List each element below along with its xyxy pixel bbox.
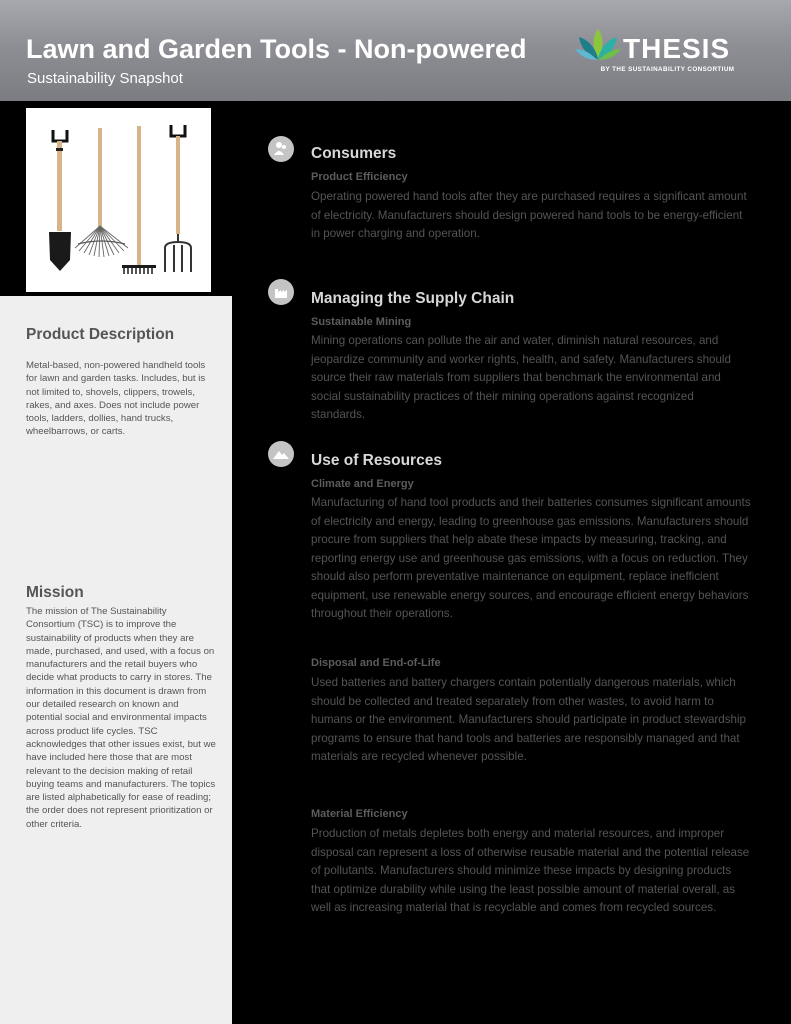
product-photo xyxy=(26,108,211,292)
product-description-heading: Product Description xyxy=(26,326,175,343)
mountain-icon xyxy=(268,441,294,467)
page-title: Lawn and Garden Tools - Non-powered xyxy=(26,34,527,64)
consumers-icon xyxy=(268,136,294,162)
factory-icon xyxy=(268,279,294,305)
sidebar-panel xyxy=(0,296,232,1024)
section-subtitle: Product Efficiency xyxy=(311,171,408,183)
lotus-logo-icon xyxy=(575,25,621,63)
mission-heading: Mission xyxy=(26,584,84,601)
section-subtitle: Sustainable Mining xyxy=(311,316,412,328)
header-banner xyxy=(0,0,791,101)
thesis-logo xyxy=(575,25,755,77)
shovel-icon xyxy=(49,130,71,271)
section-paragraph: Used batteries and battery chargers contain potentially dangerous materials, which should be collected and treated separately from other wastes, to avoid harm to humans or the environment. Manufacturers should participate in product stewardship programs to ensure that hand tools and batteries are responsibly managed and that materials are recycled whenever possible. xyxy=(311,676,746,763)
bow-rake-icon xyxy=(122,126,156,274)
page-subtitle: Sustainability Snapshot xyxy=(27,70,183,87)
section-paragraph: Manufacturing of hand tool products and their batteries consumes significant amounts of electricity and energy, leading to greenhouse gas emissions. Manufacturers should procure from suppliers that help abate these impacts by measuring, tracking, and reporting energy use and greenhouse gas emissions, with a focus on reduction. They should also perform preventative maintenance on equipment, replace inefficient equipment, use renewable energy sources, and encourage efficient energy behaviors throughout their operations. xyxy=(311,496,751,620)
product-description-text: Metal-based, non-powered handheld tools for lawn and garden tasks. Includes, but is not limited to, shovels, clippers, trowels, rakes, and axes. Does not include power tools, ladders, dollies, hand trucks, wheelbarrows, or carts. xyxy=(26,360,206,438)
section-subtitle: Material Efficiency xyxy=(311,808,408,820)
section-paragraph: Operating powered hand tools after they are purchased requires a significant amount of electricity. Manufacturers should design powered hand tools to be energy-efficient in power charging and operation. xyxy=(311,190,747,240)
section-subtitle: Climate and Energy xyxy=(311,478,414,490)
section-title: Managing the Supply Chain xyxy=(311,290,515,307)
logo-wordmark: THESIS xyxy=(623,33,731,64)
garden-tools-illustration xyxy=(26,108,211,292)
section-paragraph: Mining operations can pollute the air and water, diminish natural resources, and jeopardize community and worker rights, health, and safety. Manufacturers should source their raw materials from suppliers that benchmark the environmental and social sustainability practices of their mining operations against recognized standards. xyxy=(311,334,731,421)
section-title: Consumers xyxy=(311,145,397,162)
pitchfork-icon xyxy=(165,125,191,272)
logo-tagline: BY THE SUSTAINABILITY CONSORTIUM xyxy=(600,66,735,73)
mission-text: The mission of The Sustainability Consortium (TSC) is to improve the sustainability of products when they are made, purchased, and used, with a focus on manufacturers and the retail buyers who decide what products to carry in stores. The information in this document is drawn from our detailed research on known and potential social and environmental impacts across product life cycles. TSC acknowledges that other issues exist, but we have included here those that are most relevant to the decision making of retail buying teams and manufacturers. The topics are listed alphabetically for ease of reading; the order does not represent prioritization or other criteria. xyxy=(26,606,216,830)
section-paragraph: Production of metals depletes both energy and material resources, and improper disposal can represent a loss of otherwise reusable material and the potential release of pollutants. Manufacturers should minimize these impacts by designing products that optimize durability while using the least possible amount of material overall, as well as increasing material that is recyclable and comes from recycled sources. xyxy=(311,827,750,914)
section-title: Use of Resources xyxy=(311,452,442,469)
section-subtitle: Disposal and End-of-Life xyxy=(311,657,441,669)
leaf-rake-icon xyxy=(75,128,128,257)
